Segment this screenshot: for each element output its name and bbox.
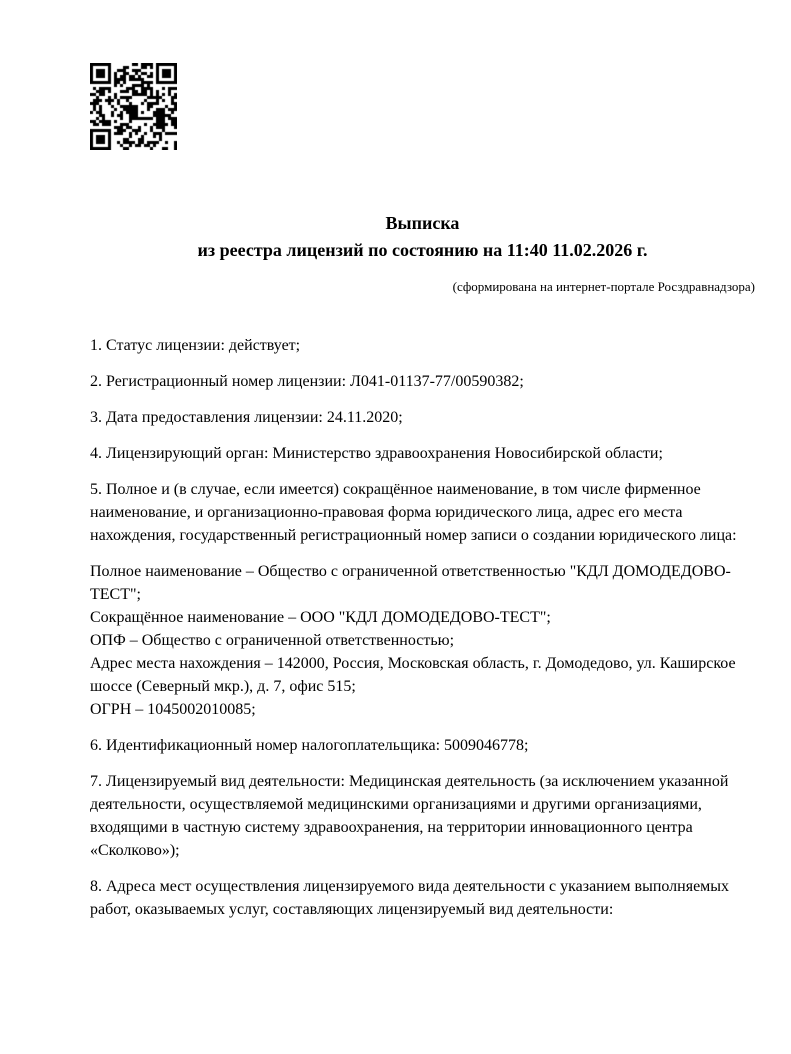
paragraph-activity-addresses: 8. Адреса мест осуществления лицензируемого вида деятельности с указанием выполняемых работ, оказываемых услуг, составляющих лицензируемый вид деятельности: bbox=[90, 878, 730, 918]
document-content bbox=[90, 210, 755, 934]
org-short-name: Сокращённое наименование – ООО "КДЛ ДОМОДЕДОВО-ТЕСТ"; bbox=[90, 609, 551, 626]
org-address: Адрес места нахождения – 142000, Россия, Московская область, г. Домодедово, ул. Каширское шоссе (Северный мкр.), д. 7, офис 515; bbox=[90, 655, 736, 695]
org-legal-form: ОПФ – Общество с ограниченной ответственностью; bbox=[90, 632, 455, 649]
document-title bbox=[90, 210, 755, 264]
paragraph-licensed-activity: 7. Лицензируемый вид деятельности: Медицинская деятельность (за исключением указанной деятельности, осуществляемой медицинскими организациями и другими организациями, входящими в частную систему здравоохранения, на территории инновационного центра «Сколково»); bbox=[90, 773, 729, 859]
paragraph-grant-date: 3. Дата предоставления лицензии: 24.11.2020; bbox=[90, 409, 403, 426]
paragraph-taxpayer-number: 6. Идентификационный номер налогоплательщика: 5009046778; bbox=[90, 737, 529, 754]
org-ogrn: ОГРН – 1045002010085; bbox=[90, 701, 256, 718]
title-line-1: Выписка bbox=[385, 213, 460, 233]
paragraph-licensing-authority: 4. Лицензирующий орган: Министерство здравоохранения Новосибирской области; bbox=[90, 445, 663, 462]
org-full-name: Полное наименование – Общество с ограниченной ответственностью "КДЛ ДОМОДЕДОВО-ТЕСТ"; bbox=[90, 563, 731, 603]
title-line-2: из реестра лицензий по состоянию на 11:40 11.02.2026 г. bbox=[197, 240, 648, 260]
paragraph-license-status: 1. Статус лицензии: действует; bbox=[90, 337, 301, 354]
document-subtitle: (сформирована на интернет-портале Росздравнадзора) bbox=[452, 279, 755, 294]
qr-code-icon bbox=[90, 63, 177, 150]
paragraph-org-names-intro: 5. Полное и (в случае, если имеется) сокращённое наименование, в том числе фирменное наименование, и организационно-правовая форма юридического лица, адрес его места нахождения, государственный регистрационный номер записи о создании юридического лица: bbox=[90, 481, 737, 544]
org-details-block bbox=[90, 560, 755, 721]
document-body bbox=[90, 334, 755, 921]
paragraph-registration-number: 2. Регистрационный номер лицензии: Л041-01137-77/00590382; bbox=[90, 373, 524, 390]
